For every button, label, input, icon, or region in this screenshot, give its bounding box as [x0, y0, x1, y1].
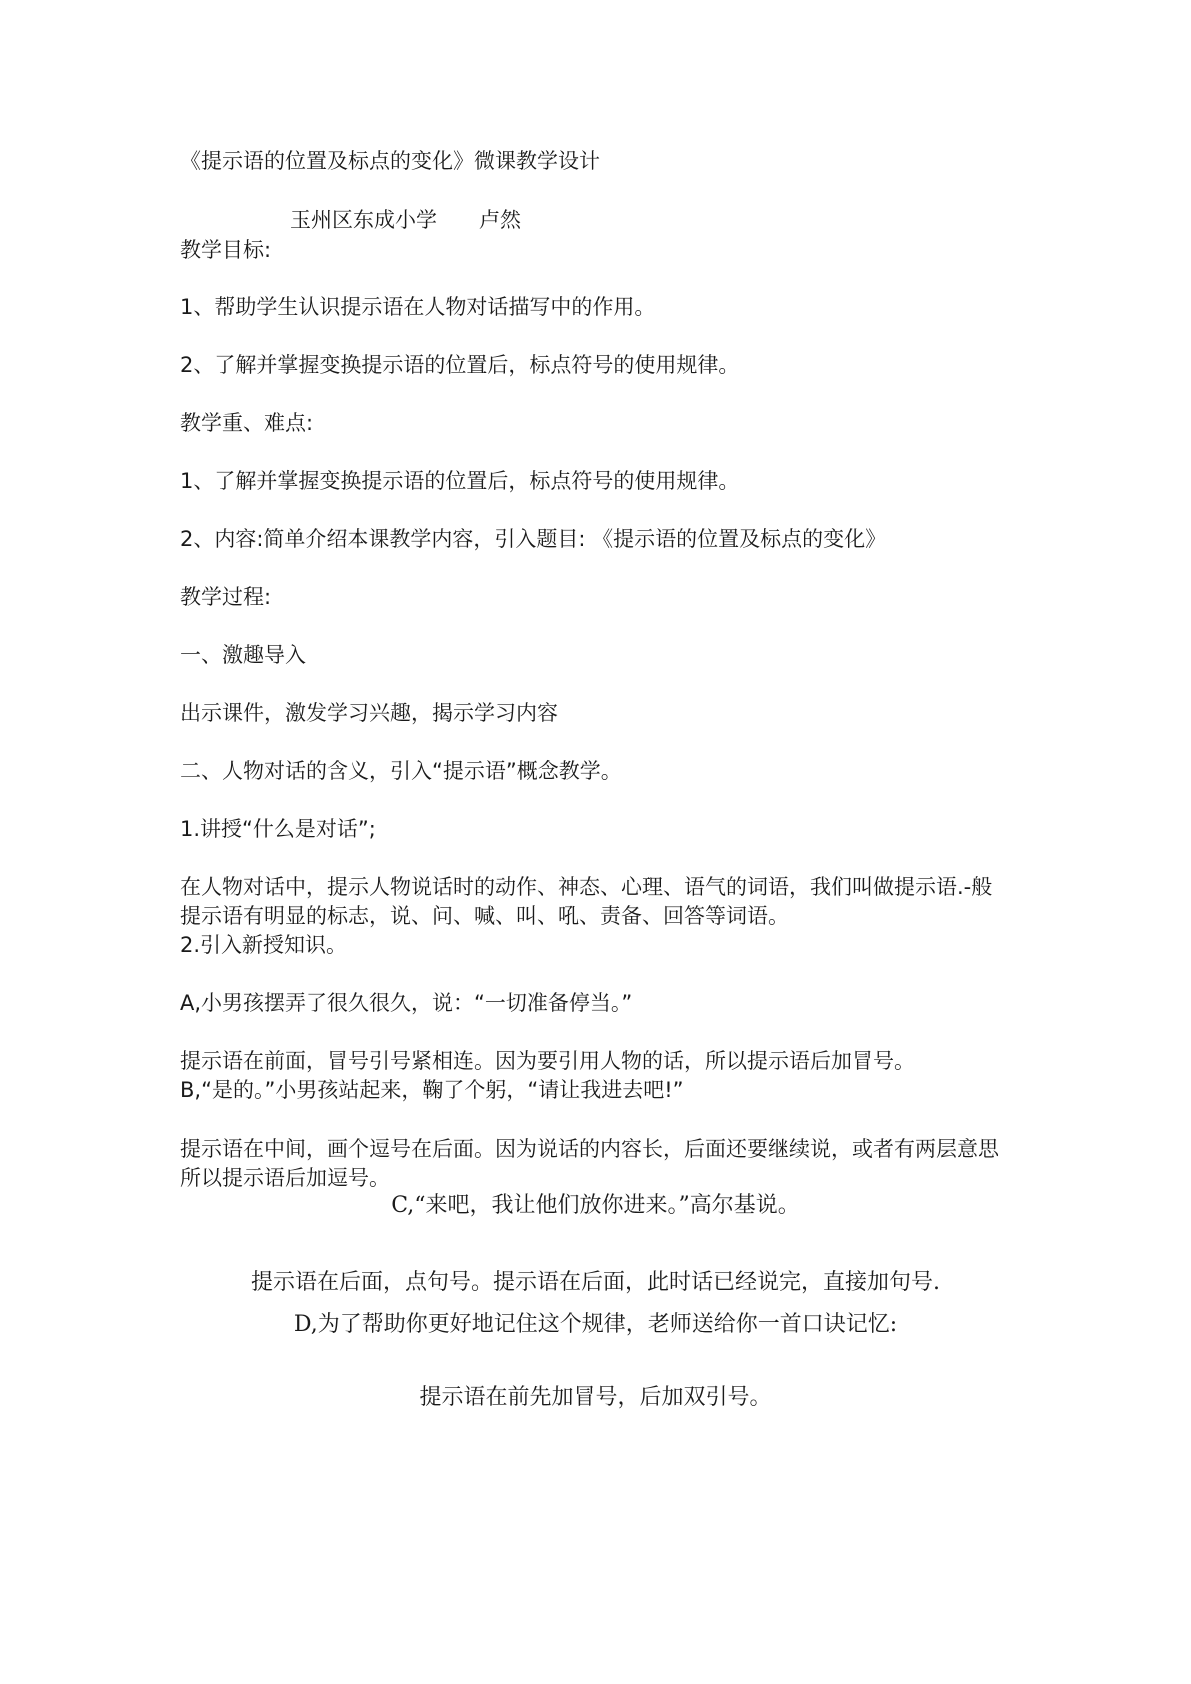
- note-b-line-2: 所以提示语后加逗号。: [180, 1166, 390, 1190]
- process-heading: 教学过程:: [180, 585, 272, 609]
- goal-item-1: 1、帮助学生认识提示语在人物对话描写中的作用。: [180, 295, 656, 319]
- note-b-line-1: 提示语在中间，画个逗号在后面。因为说话的内容长，后面还要继续说，或者有两层意思: [180, 1137, 999, 1161]
- example-c: C,“来吧，我让他们放你进来。”高尔基说。: [391, 1193, 800, 1218]
- step-1: 1.讲授“什么是对话”;: [180, 817, 376, 841]
- document-title: 《提示语的位置及标点的变化》微课教学设计: [180, 149, 600, 173]
- key-point-2: 2、内容:简单介绍本课教学内容，引入题目: 《提示语的位置及标点的变化》: [180, 527, 887, 551]
- section-2-heading: 二、人物对话的含义，引入“提示语”概念教学。: [180, 759, 622, 783]
- example-d: D,为了帮助你更好地记住这个规律，老师送给你一首口诀记忆:: [293, 1312, 898, 1337]
- author-line: 玉州区东成小学 卢然: [290, 208, 521, 232]
- section-1-text: 出示课件，激发学习兴趣，揭示学习内容: [180, 701, 558, 725]
- definition-line-2: 提示语有明显的标志，说、问、喊、叫、吼、责备、回答等词语。: [180, 904, 789, 928]
- definition-line-1: 在人物对话中，提示人物说话时的动作、神态、心理、语气的词语，我们叫做提示语.-般: [180, 875, 993, 899]
- step-2: 2.引入新授知识。: [180, 933, 348, 957]
- section-1-heading: 一、激趣导入: [180, 643, 306, 667]
- goal-item-2: 2、了解并掌握变换提示语的位置后，标点符号的使用规律。: [180, 353, 740, 377]
- note-c: 提示语在后面，点句号。提示语在后面，此时话已经说完，直接加句号.: [251, 1270, 940, 1295]
- example-a: A,小男孩摆弄了很久很久，说：“一切准备停当。”: [180, 991, 633, 1015]
- mnemonic-line-1: 提示语在前先加冒号，后加双引号。: [419, 1385, 772, 1410]
- example-b: B,“是的。”小男孩站起来，鞠了个躬，“请让我进去吧!”: [180, 1078, 684, 1102]
- goals-heading: 教学目标:: [180, 238, 272, 262]
- note-a: 提示语在前面，冒号引号紧相连。因为要引用人物的话，所以提示语后加冒号。: [180, 1049, 915, 1073]
- key-points-heading: 教学重、难点:: [180, 411, 314, 435]
- key-point-1: 1、了解并掌握变换提示语的位置后，标点符号的使用规律。: [180, 469, 740, 493]
